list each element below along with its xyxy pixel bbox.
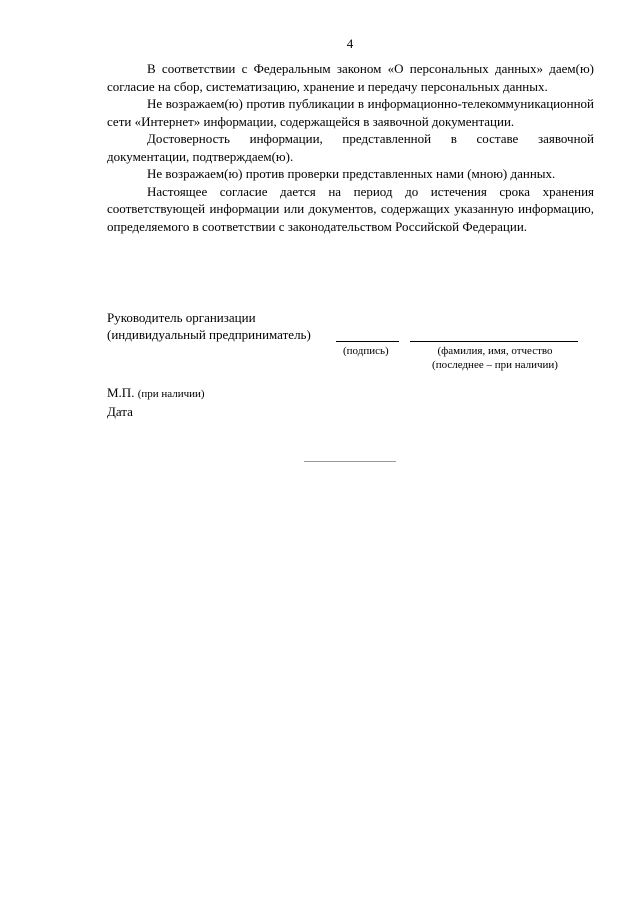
full-name-caption-line1: (фамилия, имя, отчество (437, 345, 553, 357)
paragraph-publication: Не возражаем(ю) против публикации в информационно-телекоммуникационной сети «Интернет» информации, содержащейся в заявочной документации. (107, 96, 594, 129)
date-label: Дата (107, 404, 133, 419)
stamp-line (107, 384, 205, 403)
signature-caption: (подпись) (343, 345, 389, 357)
full-name-line (410, 341, 578, 342)
paragraph-consent-period: Настоящее согласие дается на период до истечения срока хранения соответствующей информации или документов, содержащих указанную информацию, определяемого в соответствии с законодательством Российской Федерации. (107, 183, 594, 234)
paragraph-verification: Не возражаем(ю) против проверки представленных нами (мною) данных. (147, 166, 556, 181)
full-name-caption (425, 344, 565, 372)
end-divider (304, 461, 396, 462)
signature-block (107, 309, 594, 371)
signer-role-line1: Руководитель организации (107, 310, 256, 325)
paragraph-reliability: Достоверность информации, представленной в составе заявочной документации, подтверждаем(ю). (107, 131, 594, 164)
signer-role-line2: (индивидуальный предприниматель) (107, 327, 311, 342)
paragraph-personal-data: В соответствии с Федеральным законом «О персональных данных» даем(ю) согласие на сбор, систематизацию, хранение и передачу персональных данных. (107, 61, 594, 94)
stamp-note: (при наличии) (137, 388, 205, 400)
stamp-block (107, 384, 205, 420)
consent-text (107, 60, 594, 235)
page-number: 4 (346, 36, 354, 51)
signature-row (107, 326, 594, 343)
signature-line (336, 341, 399, 342)
full-name-caption-line2: (последнее – при наличии) (432, 359, 558, 371)
stamp-label: М.П. (107, 385, 135, 400)
